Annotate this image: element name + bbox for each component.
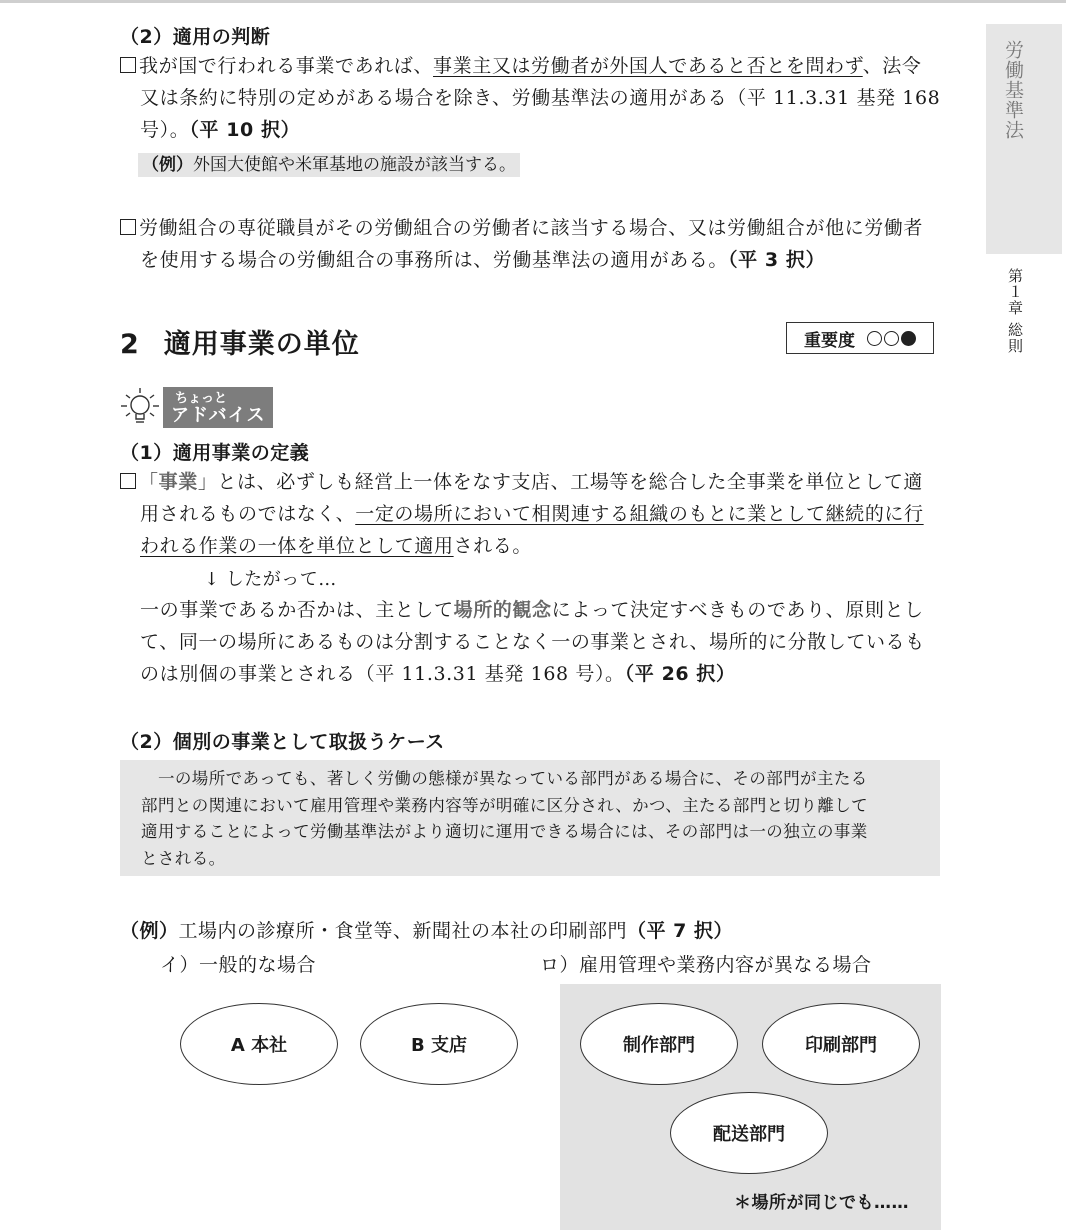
importance-badge: 重要度 xyxy=(786,322,934,354)
oval-head-office: A 本社 xyxy=(180,1003,338,1085)
lightbulb-icon xyxy=(118,386,164,432)
side-tab-label: 労働基準法 xyxy=(1002,40,1024,140)
subheading-cases: （2）個別の事業として取扱うケース xyxy=(120,731,445,753)
section-title: 2 適用事業の単位 xyxy=(120,329,360,360)
oval-branch-office: B 支店 xyxy=(360,1003,518,1085)
checkbox-icon xyxy=(120,219,136,235)
explanation-box: 一の場所であっても、著しく労働の態様が異なっている部門がある場合に、その部門が主たる 部門との関連において雇用管理や業務内容等が明確に区分され、かつ、主たる部門と切り離して 適用することによって労働基準法がより適切に運用できる場合には、その部門は一の独立の事業 とされる。 xyxy=(120,760,940,876)
arrow-therefore: ↓ したがって… xyxy=(204,569,337,590)
subheading-applicability: （2）適用の判断 xyxy=(120,26,271,48)
importance-empty-circle-icon xyxy=(884,331,899,346)
advice-label: ちょっと アドバイス xyxy=(163,387,273,428)
checkbox-icon xyxy=(120,57,136,73)
case-general-label: イ）一般的な場合 xyxy=(160,954,317,976)
paragraph-foreign: 我が国で行われる事業であれば、事業主又は労働者が外国人であると否とを問わず、法令 又は条約に特別の定めがある場合を除き、労働基準法の適用がある（平 11.3.31 基発 168 号）。（平 10 択） xyxy=(120,50,950,146)
oval-production-dept: 制作部門 xyxy=(580,1003,738,1085)
example-embassy: （例）外国大使館や米軍基地の施設が該当する。 xyxy=(138,150,520,175)
oval-printing-dept: 印刷部門 xyxy=(762,1003,920,1085)
paragraph-conclusion: 一の事業であるか否かは、主として場所的観念によって決定すべきものであり、原則とし て、同一の場所にあるものは分割することなく一の事業とされ、場所的に分散しているも のは別個の事業とされる（平 11.3.31 基発 168 号）。（平 26 択） xyxy=(140,599,925,685)
subheading-definition: （1）適用事業の定義 xyxy=(120,442,310,464)
paragraph-union: 労働組合の専従職員がその労働組合の労働者に該当する場合、又は労働組合が他に労働者 を使用する場合の労働組合の事務所は、労働基準法の適用がある。（平 3 択） xyxy=(120,212,950,276)
example-cases: （例）工場内の診療所・食堂等、新聞社の本社の印刷部門（平 7 択） xyxy=(120,920,733,942)
chapter-label: 第１章 総則 xyxy=(1006,268,1024,354)
paragraph-definition: 「事業」とは、必ずしも経営上一体をなす支店、工場等を総合した全事業を単位として適 用されるものではなく、一定の場所において相関連する組織のもとに業として継続的に行 われる作業の一体を単位として適用される。 xyxy=(120,466,950,562)
oval-delivery-dept: 配送部門 xyxy=(670,1092,828,1174)
checkbox-icon xyxy=(120,473,136,489)
importance-filled-circle-icon xyxy=(901,331,916,346)
diagram-note: ＊場所が同じでも…… xyxy=(734,1193,909,1213)
page-top-border xyxy=(0,0,1066,3)
importance-empty-circle-icon xyxy=(867,331,882,346)
case-different-label: ロ）雇用管理や業務内容が異なる場合 xyxy=(540,954,872,976)
